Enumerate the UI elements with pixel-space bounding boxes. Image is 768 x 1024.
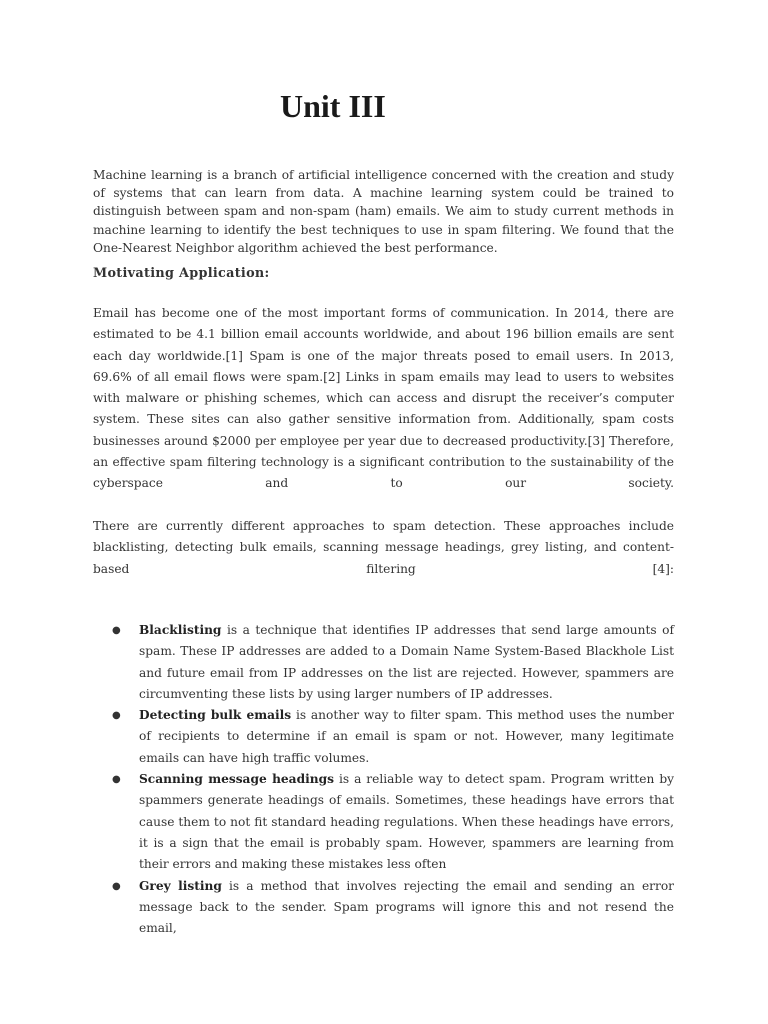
bullet-icon: ● — [112, 880, 121, 892]
list-item-term: Blacklisting — [139, 623, 222, 637]
motivation-paragraph: Email has become one of the most important forms of communication. In 2014, there are estimated to be 4.1 billion email accounts worldwide, and about 196 billion emails are sent each day worldwide.[1] Spam is one of the major threats posed to email users. In 2013, 69.6% of all email flows were spam.[2] Links in spam emails may lead to users to websites with malware or phishing schemes, which can access and disrupt the receiver’s computer system. These sites can also gather sensitive information from. Additionally, spam costs businesses around $2000 per employee per year due to decreased productivity.[3] Therefore, an effective spam filtering technology is a significant contribution to the sustainability of the cyberspace and to our society. — [93, 306, 674, 491]
approaches-list — [112, 620, 674, 939]
list-item-blacklisting — [112, 620, 674, 705]
list-item-text: is a technique that identifies IP addresses that send large amounts of spam. These IP addresses are added to a Domain Name System-Based Blackhole List and future email from IP addresses on the list are rejected. However, spammers are circumventing these lists by using larger numbers of IP addresses. — [139, 623, 674, 701]
bullet-icon: ● — [112, 774, 121, 786]
section-heading: Motivating Application: — [93, 266, 270, 281]
list-item-message-headings — [112, 769, 674, 875]
bullet-icon: ● — [112, 625, 121, 636]
page-title: Unit III — [280, 88, 386, 124]
list-item-text: is a reliable way to detect spam. Program written by spammers generate headings of emails. Sometimes, these headings have errors that cause them to not fit standard heading regulations. When these headings have errors, it is a sign that the email is probably spam. However, spammers are learning from their errors and making these mistakes less often — [139, 772, 674, 872]
list-item-bulk-emails — [112, 705, 674, 769]
list-item-grey-listing — [112, 876, 674, 940]
list-item-text: is another way to filter spam. This method uses the number of recipients to determine if an email is spam or not. However, many legitimate emails can have high traffic volumes. — [139, 708, 675, 765]
list-item-term: Grey listing — [139, 878, 222, 893]
approaches-paragraph: There are currently different approaches to spam detection. These approaches include blacklisting, detecting bulk emails, scanning message headings, grey listing, and content-based filtering [4]: — [93, 519, 674, 576]
list-item-term: Scanning message headings — [139, 772, 334, 787]
intro-paragraph: Machine learning is a branch of artificial intelligence concerned with the creation and study of systems that can learn from data. A machine learning system could be trained to distinguish between spam and non-spam (ham) emails. We aim to study current methods in machine learning to identify the best techniques to use in spam filtering. We found that the One-Nearest Neighbor algorithm achieved the best performance. — [93, 168, 674, 255]
list-item-text: is a method that involves rejecting the email and sending an error message back to the sender. Spam programs will ignore this and not resend the email, — [139, 878, 674, 936]
list-item-term: Detecting bulk emails — [139, 708, 292, 723]
bullet-icon: ● — [112, 710, 121, 722]
